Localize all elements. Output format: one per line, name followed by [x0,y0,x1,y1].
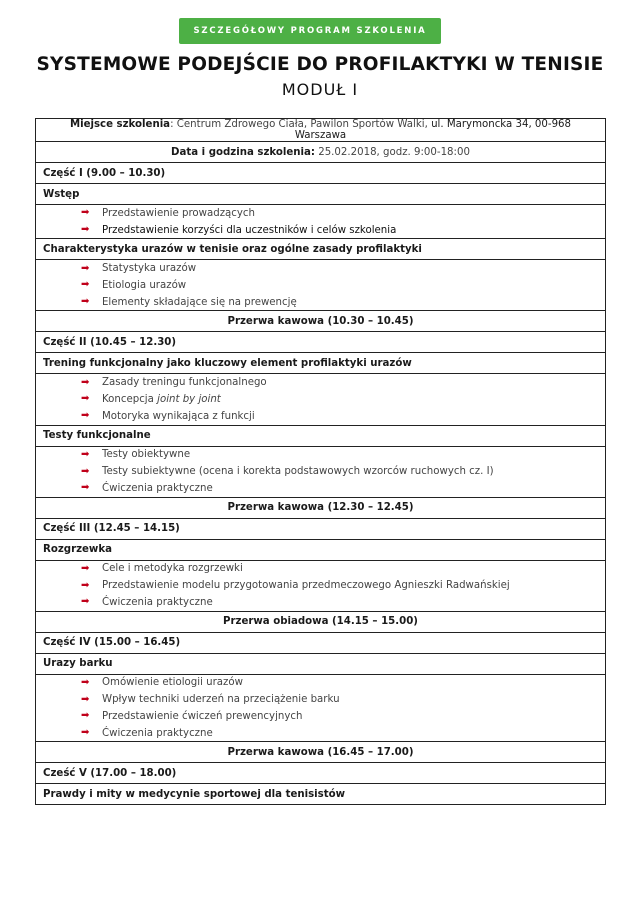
topic-items [36,205,606,239]
table-row [36,784,606,805]
list-item [43,463,598,480]
topic-header: Testy funkcjonalne [36,425,606,446]
topic-items [36,560,606,611]
topic-items [36,674,606,742]
topic-items [36,260,606,311]
right-arrow-icon: ➡ [81,596,90,608]
table-row [36,374,606,425]
topic-header: Wstęp [36,184,606,205]
part-header: Część II (10.45 – 12.30) [36,332,606,353]
right-arrow-icon: ➡ [81,393,90,405]
list-item [43,294,598,311]
break-row: Przerwa kawowa (12.30 – 12.45) [36,497,606,518]
page-subtitle: MODUŁ I [281,80,359,99]
list-item-label: Elementy składające się na prewencję [102,296,297,308]
right-arrow-icon: ➡ [81,579,90,591]
date-value: 25.02.2018, godz. 9:00-18:00 [314,146,470,158]
list-item-label: Etiologia urazów [102,279,187,291]
topic-header: Trening funkcjonalny jako kluczowy element profilaktyki urazów [36,353,606,374]
location-cell [36,119,606,142]
list-item [43,391,598,408]
list-item-label: Przedstawienie korzyści dla uczestników i celów szkolenia [102,224,397,236]
part-header: Część IV (15.00 – 16.45) [36,632,606,653]
table-row [36,119,606,142]
table-row [36,742,606,763]
table-row [36,560,606,611]
table-row [36,763,606,784]
page-title: SYSTEMOWE PODEJŚCIE DO PROFILAKTYKI W TENISIE [36,54,604,75]
right-arrow-icon: ➡ [81,224,90,236]
list-item-label: Przedstawienie ćwiczeń prewencyjnych [102,710,303,722]
list-item [43,691,598,708]
right-arrow-icon: ➡ [81,676,90,688]
right-arrow-icon: ➡ [81,262,90,274]
topic-items [36,446,606,497]
table-row [36,205,606,239]
date-cell [36,142,606,163]
place-label: Miejsce szkolenia [69,119,171,130]
list-item-label: Statystyka urazów [102,263,197,275]
list-item-label: Motoryka wynikająca z funkcji [102,410,255,422]
right-arrow-icon: ➡ [81,207,90,219]
list-item [43,561,598,578]
right-arrow-icon: ➡ [81,465,90,477]
list-item-label: Cele i metodyka rozgrzewki [102,563,243,575]
table-row [36,311,606,332]
right-arrow-icon: ➡ [81,448,90,460]
list-item-label: Ćwiczenia praktyczne [102,596,213,608]
program-table [35,118,606,805]
table-row [36,539,606,560]
table-row [36,184,606,205]
place-value: : Centrum Zdrowego Ciała, Pawilon Sportów Walki, [170,119,432,130]
list-item-label: Wpływ techniki uderzeń na przeciążenie barku [102,694,340,706]
list-item-label: Testy subiektywne (ocena i korekta podstawowych wzorców ruchowych cz. I) [102,466,494,478]
place-address: ul. Marymoncka 34, 00-968 Warszawa [294,119,572,141]
right-arrow-icon: ➡ [81,410,90,422]
table-row [36,632,606,653]
list-item [43,594,598,611]
list-item [43,675,598,692]
break-row: Przerwa kawowa (10.30 – 10.45) [36,311,606,332]
program-banner: SZCZEGÓŁOWY PROGRAM SZKOLENIA [179,18,441,44]
list-item-label: Zasady treningu funkcjonalnego [102,377,267,389]
right-arrow-icon: ➡ [81,482,90,494]
list-item [43,408,598,425]
right-arrow-icon: ➡ [81,296,90,308]
break-row: Przerwa kawowa (16.45 – 17.00) [36,742,606,763]
table-row [36,332,606,353]
table-row [36,446,606,497]
list-item [43,725,598,742]
table-row [36,653,606,674]
table-row [36,497,606,518]
right-arrow-icon: ➡ [81,279,90,291]
table-row [36,142,606,163]
topic-header: Prawdy i mity w medycynie sportowej dla tenisistów [36,784,606,805]
right-arrow-icon: ➡ [81,710,90,722]
list-item-label: Omówienie etiologii urazów [102,677,243,689]
break-row: Przerwa obiadowa (14.15 – 15.00) [36,611,606,632]
table-row [36,260,606,311]
right-arrow-icon: ➡ [81,693,90,705]
part-header: Część III (12.45 – 14.15) [36,518,606,539]
right-arrow-icon: ➡ [81,562,90,574]
list-item [43,374,598,391]
list-item [43,480,598,497]
list-item [43,447,598,464]
date-label: Data i godzina szkolenia: [171,146,315,158]
table-row [36,353,606,374]
topic-items [36,374,606,425]
topic-header: Urazy barku [36,653,606,674]
list-item-label: Koncepcja [102,393,154,405]
list-item [43,260,598,277]
list-item-label: Przedstawienie modelu przygotowania przedmeczowego Agnieszki Radwańskiej [102,580,510,592]
table-row [36,611,606,632]
list-item-emphasis: joint by joint [157,393,221,405]
table-row [36,425,606,446]
list-item [43,205,598,222]
list-item-label: Ćwiczenia praktyczne [102,727,213,739]
right-arrow-icon: ➡ [81,376,90,388]
list-item [43,577,598,594]
list-item [43,222,598,239]
topic-header: Charakterystyka urazów w tenisie oraz ogólne zasady profilaktyki [36,239,606,260]
list-item-label: Ćwiczenia praktyczne [102,482,213,494]
table-row [36,239,606,260]
list-item [43,708,598,725]
table-row [36,163,606,184]
table-row [36,674,606,742]
topic-header: Rozgrzewka [36,539,606,560]
part-header: Część I (9.00 – 10.30) [36,163,606,184]
right-arrow-icon: ➡ [81,727,90,739]
list-item-label: Testy obiektywne [102,449,191,461]
table-row [36,518,606,539]
list-item [43,277,598,294]
part-header: Cześć V (17.00 – 18.00) [36,763,606,784]
list-item-label: Przedstawienie prowadzących [102,207,255,219]
